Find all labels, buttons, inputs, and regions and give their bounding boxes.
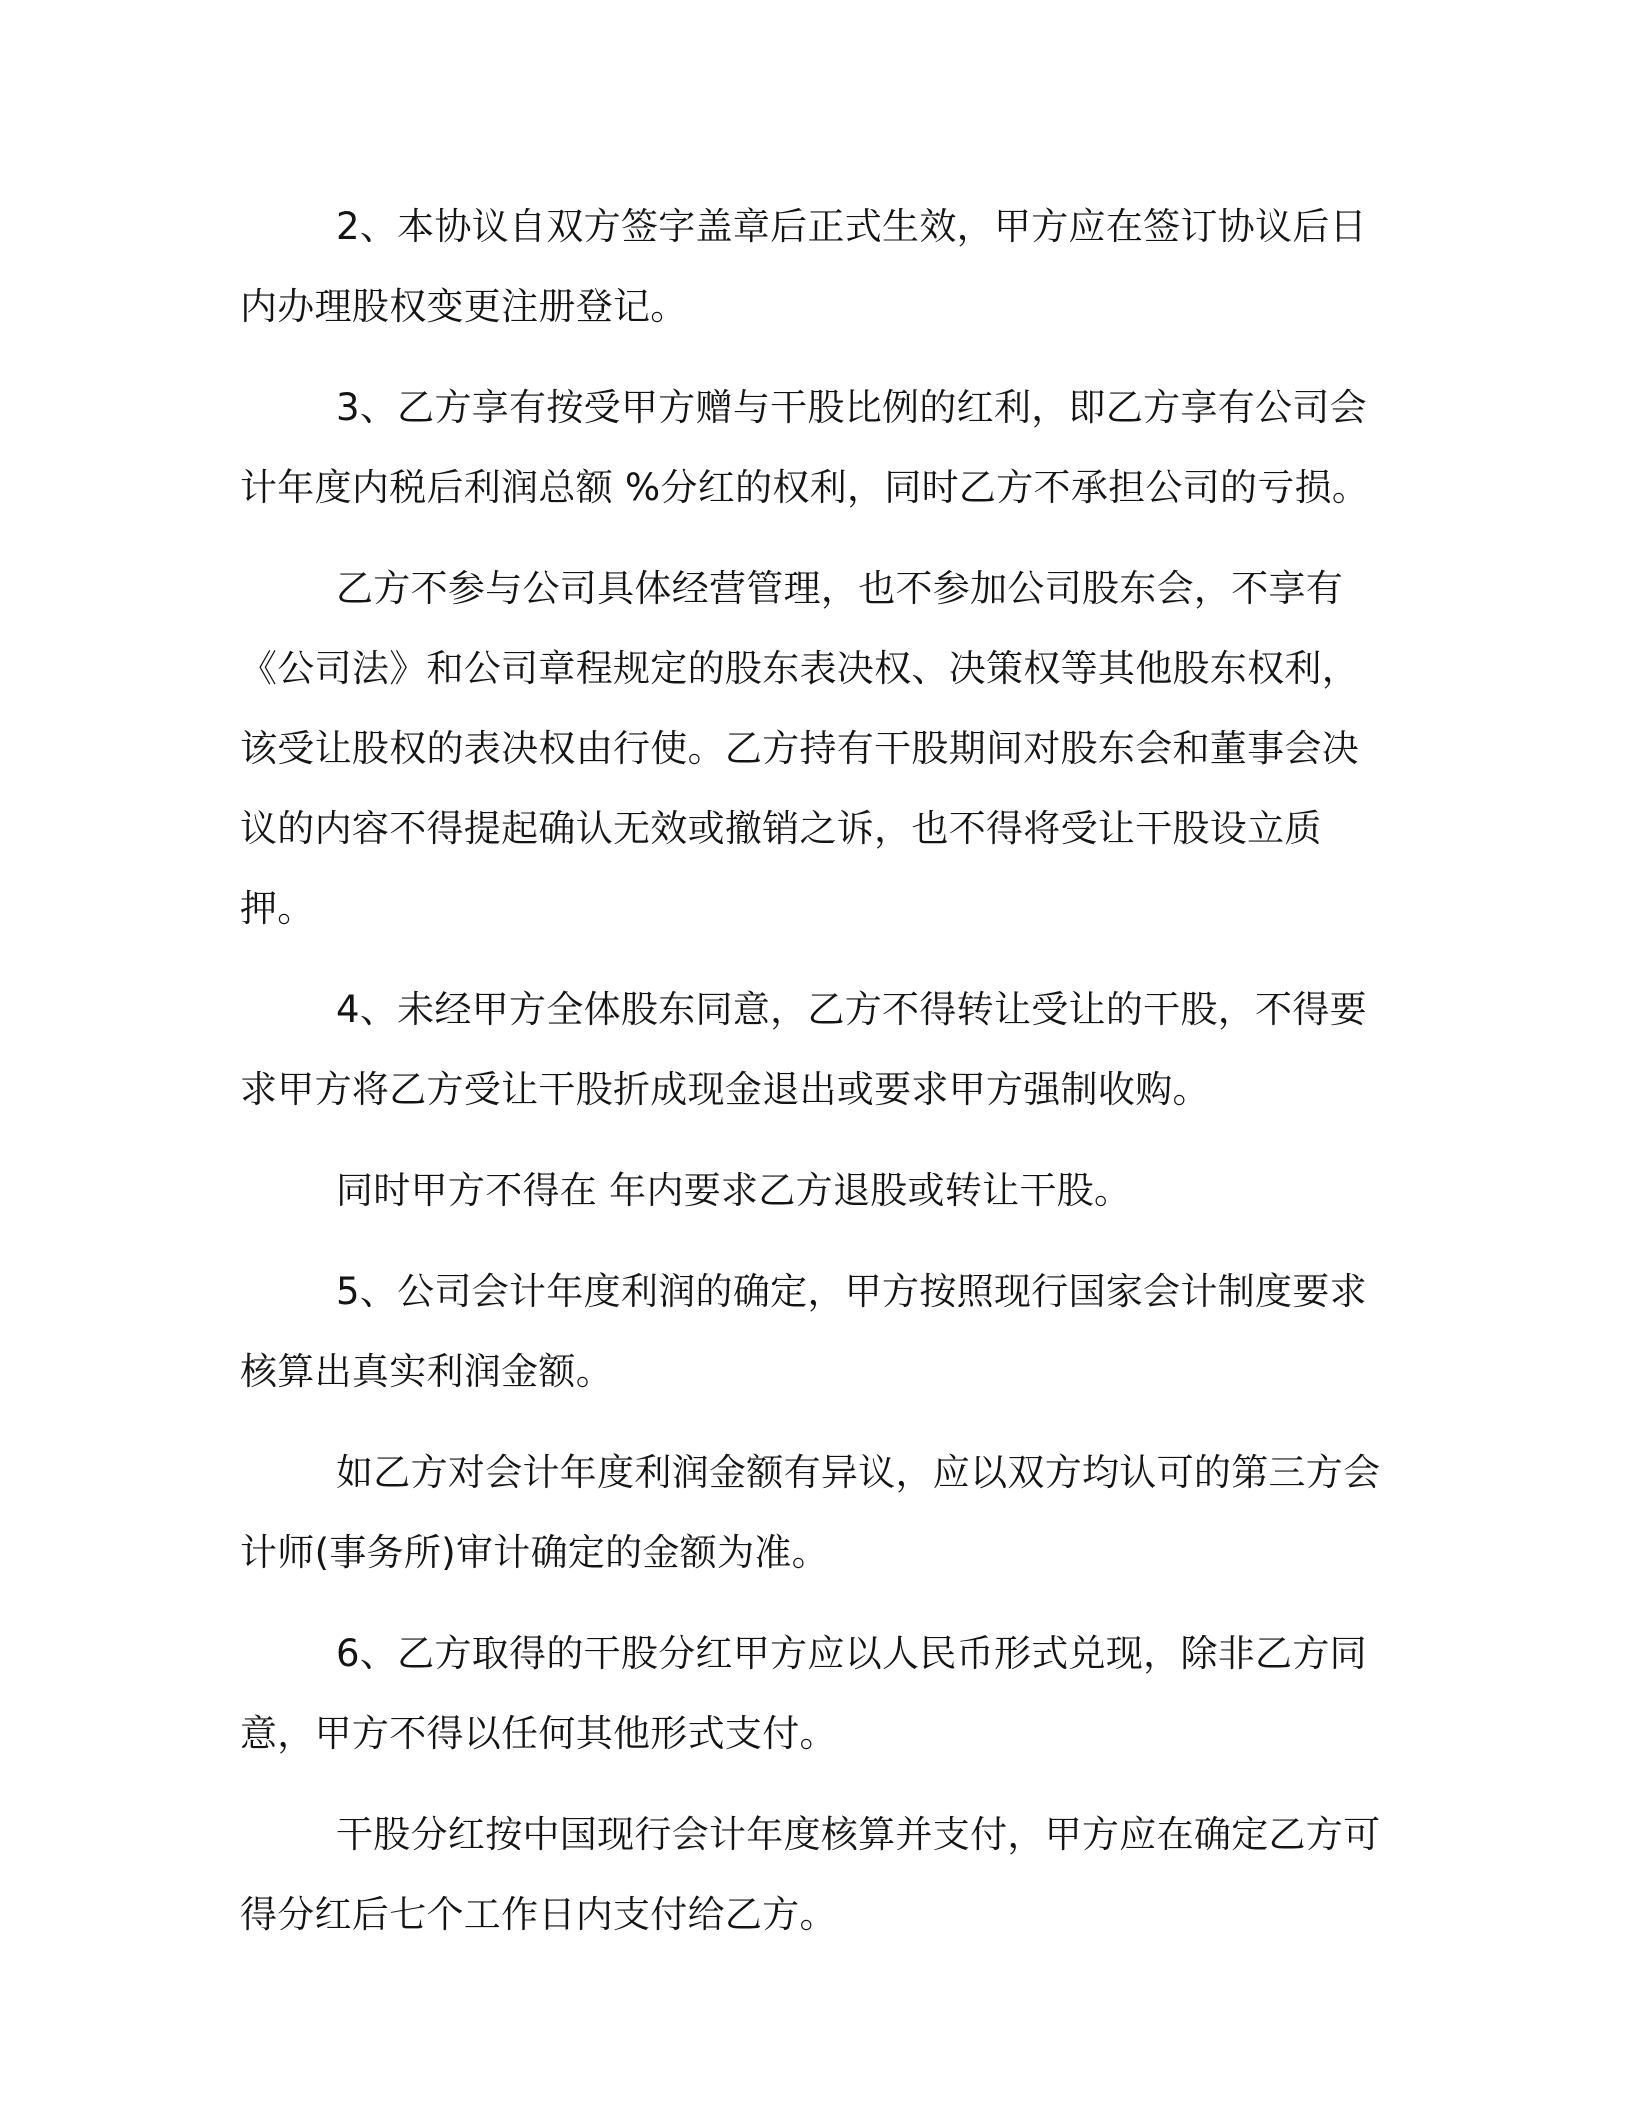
paragraph-clause-5: 5、公司会计年度利润的确定，甲方按照现行国家会计制度要求核算出真实利润金额。: [240, 1270, 1367, 1393]
paragraph-clause-3: 3、乙方享有按受甲方赠与干股比例的红利，即乙方享有公司会计年度内税后利润总额 %分红的权利，同时乙方不承担公司的亏损。: [240, 386, 1370, 509]
document-body: [240, 187, 1392, 1976]
paragraph-clause-4: 4、未经甲方全体股东同意，乙方不得转让受让的干股，不得要求甲方将乙方受让干股折成现金退出或要求甲方强制收购。: [240, 988, 1367, 1111]
paragraph-clause-3-voting-rights: 乙方不参与公司具体经营管理，也不参加公司股东会，不享有《公司法》和公司章程规定的股东表决权、决策权等其他股东权利，该受让股权的表决权由行使。乙方持有干股期间对股东会和董事会决议的内容不得提起确认无效或撤销之诉，也不得将受让干股设立质押。: [240, 567, 1359, 930]
paragraph-clause-6: 6、乙方取得的干股分红甲方应以人民币形式兑现，除非乙方同意，甲方不得以任何其他形式支付。: [240, 1632, 1367, 1755]
paragraph-clause-6-payment: 干股分红按中国现行会计年度核算并支付，甲方应在确定乙方可得分红后七个工作日内支付给乙方。: [240, 1813, 1381, 1936]
paragraph-clause-2: 2、本协议自双方签字盖章后正式生效，甲方应在签订协议后日内办理股权变更注册登记。: [240, 205, 1367, 328]
paragraph-clause-5-audit: 如乙方对会计年度利润金额有异议，应以双方均认可的第三方会计师(事务所)审计确定的金额为准。: [240, 1451, 1381, 1574]
paragraph-clause-4-withdrawal: 同时甲方不得在 年内要求乙方退股或转让干股。: [336, 1169, 1132, 1212]
